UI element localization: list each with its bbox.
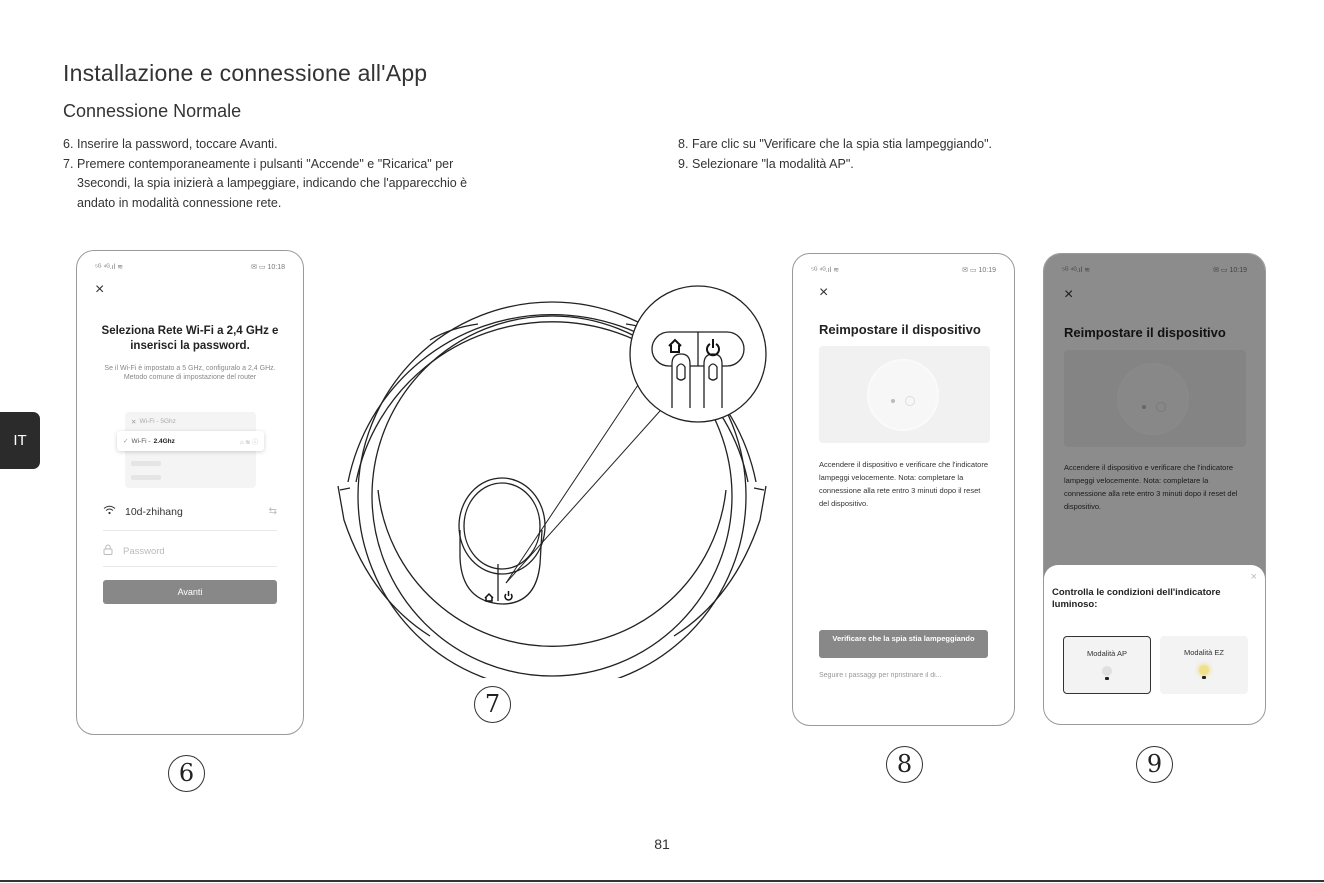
step-9	[678, 155, 1098, 175]
switch-network-icon[interactable]: ⇆	[268, 506, 277, 517]
phone-screen-6	[76, 250, 304, 735]
ssid-field[interactable]	[103, 505, 277, 531]
steps-left	[63, 135, 503, 213]
wifi-24-label: 2.4Ghz	[153, 437, 175, 445]
steps-right	[678, 135, 1098, 174]
bulb-lit-icon	[1199, 665, 1209, 675]
section-subheading: Connessione Normale	[63, 101, 242, 121]
indicator-dot	[891, 399, 895, 403]
indicator-sheet	[1044, 565, 1265, 724]
check-icon: ✓	[123, 438, 129, 445]
password-field[interactable]	[103, 544, 277, 567]
wifi-item-placeholder	[125, 470, 256, 485]
page-heading: Installazione e connessione all'App	[63, 60, 428, 86]
wifi-icon	[103, 505, 119, 518]
robot-illustration	[330, 268, 782, 678]
wifi-item-5ghz[interactable]	[125, 414, 256, 429]
bulb-off-icon	[1102, 666, 1112, 676]
page-number: 81	[654, 836, 670, 852]
wifi-item-24ghz[interactable]	[117, 431, 264, 451]
figure-number-8: 8	[886, 746, 923, 783]
step-6	[63, 135, 503, 155]
phone-screen-9	[1043, 253, 1266, 725]
reset-steps-link[interactable]: Seguire i passaggi per ripristinare il di...	[819, 672, 942, 679]
step-text: Fare clic su "Verificare che la spia stia lampeggiando".	[692, 137, 992, 151]
step-text: Premere contemporaneamente i pulsanti "Accende" e "Ricarica" per 3secondi, la spia inizierà a lampeggiare, indicando che l'apparecchio è andato in modalità connessione rete.	[77, 156, 468, 210]
step-8	[678, 135, 1098, 155]
battery-time: ✉ ▭ 10:18	[251, 264, 285, 271]
wifi-5g-label: Wi-Fi - 5Ghz	[139, 418, 176, 425]
signal-icon: ⁵ᴳ ⁴ᴳ.ıl ≋	[95, 264, 124, 271]
wifi-title: Seleziona Rete Wi-Fi a 2,4 GHz e inserisci la password.	[101, 325, 279, 352]
step-7	[63, 155, 503, 214]
battery-time: ✉ ▭ 10:19	[1213, 267, 1247, 274]
power-ring-icon	[905, 396, 915, 406]
status-bar	[95, 263, 285, 271]
wifi-subtitle: Se il Wi-Fi è impostato a 5 GHz, configuralo a 2,4 GHz. Metodo comune di impostazione del router	[104, 365, 276, 381]
device-image	[819, 346, 990, 443]
reset-description: Accendere il dispositivo e verificare che l'indicatore lampeggi velocemente. Nota: completare la connessione alla rete entro 3 minuti dopo il reset del dispositivo.	[1064, 463, 1238, 511]
wifi-24-prefix: Wi-Fi -	[131, 437, 151, 445]
reset-title: Reimpostare il dispositivo	[819, 322, 981, 337]
lock-icon	[103, 544, 117, 558]
device-top-illustration	[867, 359, 939, 431]
cross-icon: ✕	[131, 418, 137, 426]
step-text: Selezionare "la modalità AP".	[692, 156, 854, 171]
mode-ap-label: Modalità AP	[1086, 649, 1128, 658]
lock-wifi-info-icon: ⌂ ≋ ⓘ	[240, 439, 258, 446]
language-tab[interactable]: IT	[0, 412, 40, 469]
sheet-title: Controlla le condizioni dell'indicatore luminoso:	[1052, 587, 1221, 610]
step-text: Inserire la password, toccare Avanti.	[77, 137, 278, 151]
bottom-rule	[0, 880, 1324, 882]
battery-time: ✉ ▭ 10:19	[962, 267, 996, 274]
signal-icon: ⁵ᴳ ⁴ᴳ.ıl ≋	[1062, 267, 1091, 274]
figure-number-7: 7	[474, 686, 511, 723]
mode-ap-option[interactable]	[1063, 636, 1151, 694]
step-number: 9.	[678, 156, 689, 171]
reset-description: Accendere il dispositivo e verificare che l'indicatore lampeggi velocemente. Nota: completare la connessione alla rete entro 3 minuti dopo il reset del dispositivo.	[819, 460, 989, 508]
next-button[interactable]: Avanti	[103, 580, 277, 604]
password-placeholder: Password	[123, 545, 165, 557]
wifi-list	[125, 412, 256, 488]
phone-screen-8	[792, 253, 1015, 726]
close-icon[interactable]: ×	[1064, 286, 1074, 303]
ssid-value: 10d-zhihang	[125, 505, 183, 518]
mode-ez-option[interactable]	[1160, 636, 1248, 694]
step-number: 8.	[678, 137, 689, 151]
reset-title: Reimpostare il dispositivo	[1064, 325, 1226, 340]
step-number: 7.	[63, 156, 74, 171]
figure-number-9: 9	[1136, 746, 1173, 783]
close-icon[interactable]: ×	[819, 284, 829, 301]
step-number: 6.	[63, 137, 74, 151]
close-icon[interactable]: ×	[95, 281, 105, 298]
figure-number-6: 6	[168, 755, 205, 792]
close-icon[interactable]: ×	[1250, 571, 1257, 583]
mode-ez-label: Modalità EZ	[1183, 648, 1225, 657]
signal-icon: ⁵ᴳ ⁴ᴳ.ıl ≋	[811, 267, 840, 274]
verify-blinking-button[interactable]: Verificare che la spia stia lampeggiando	[819, 630, 988, 658]
status-bar	[811, 266, 996, 274]
wifi-item-placeholder	[125, 456, 256, 471]
